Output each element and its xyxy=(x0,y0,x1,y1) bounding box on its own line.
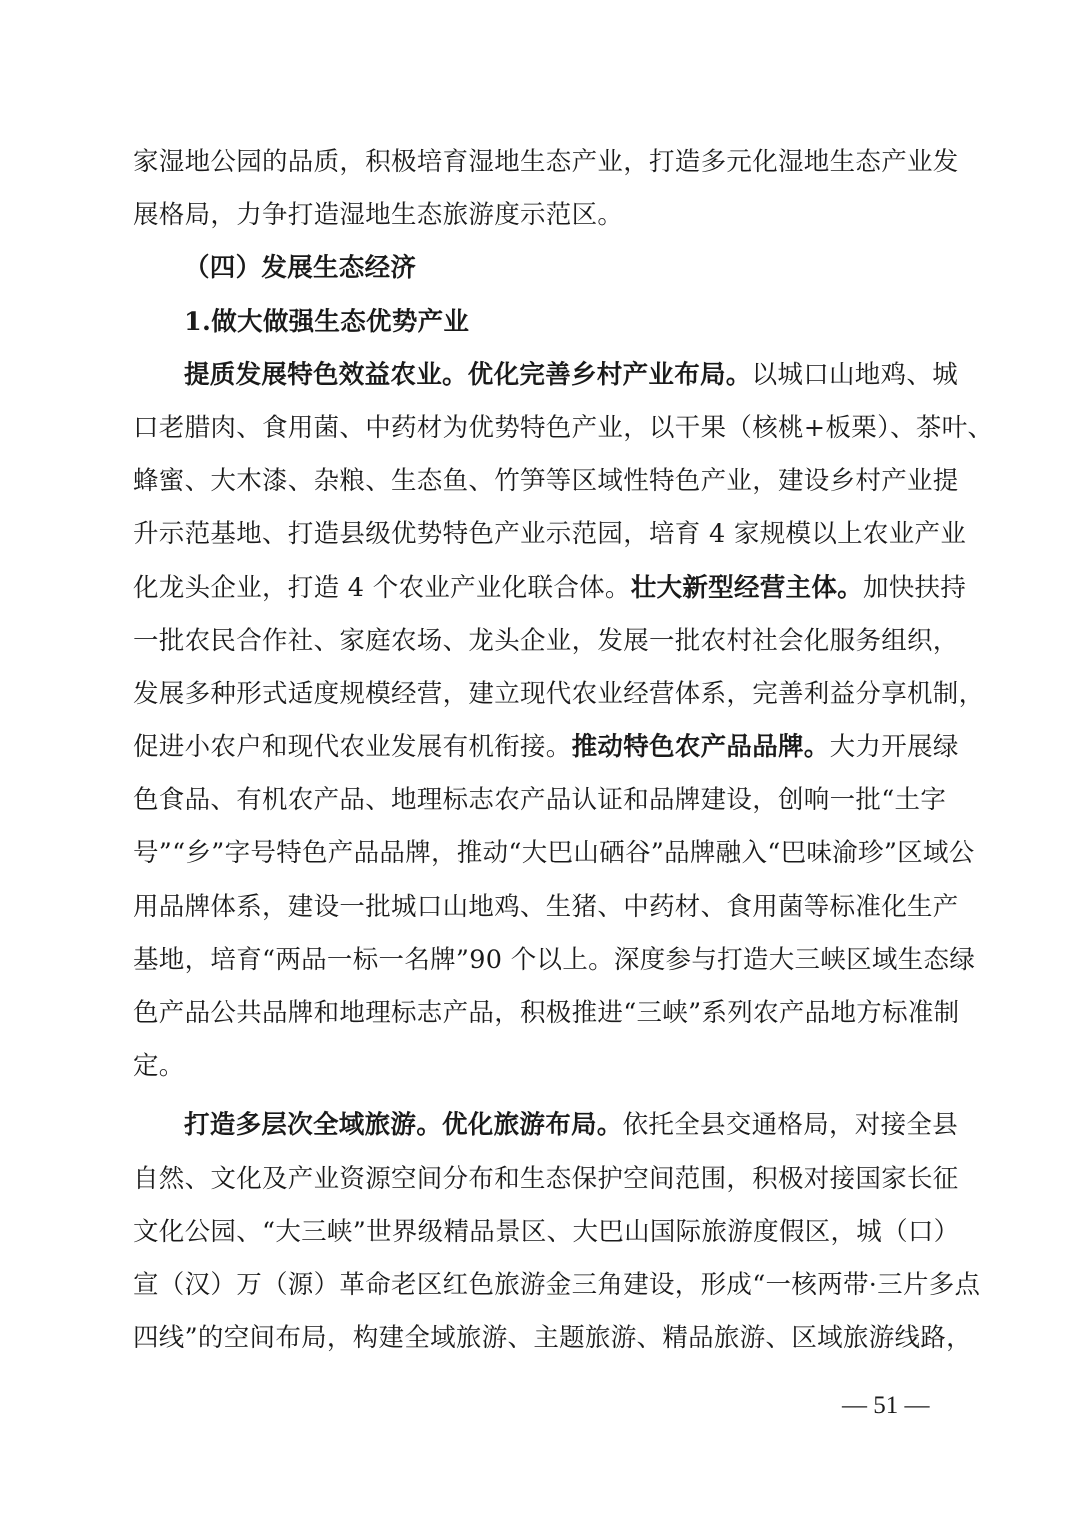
text-line xyxy=(133,455,959,508)
text-line xyxy=(133,1099,959,1152)
bold-phrase: （四）发展生态经济 xyxy=(184,253,417,284)
text-segment: 基地，培育“两品一标一名牌”90 个以上。深度参与打造大三峡区域生态绿 xyxy=(133,944,976,975)
text-segment: 发展多种形式适度规模经营，建立现代农业经营体系，完善利益分享机制， xyxy=(133,678,985,709)
text-segment: 展格局，力争打造湿地生态旅游度示范区。 xyxy=(133,200,624,231)
text-segment: 依托全县交通格局，对接全县 xyxy=(622,1110,959,1141)
bold-phrase: 1.做大做强生态优势产业 xyxy=(184,306,470,337)
text-line xyxy=(133,721,959,774)
document-body xyxy=(133,136,994,1365)
text-line xyxy=(133,349,959,402)
text-line xyxy=(133,1153,959,1206)
text-segment: 口老腊肉、食用菌、中药材为优势特色产业，以干果（核桃+板栗）、茶叶、 xyxy=(133,412,994,443)
bold-phrase: 打造多层次全域旅游。优化旅游布局。 xyxy=(184,1110,623,1141)
section-heading xyxy=(133,296,945,349)
bold-phrase: 提质发展特色效益农业。优化完善乡村产业布局。 xyxy=(184,359,752,390)
page-number: — 51 — xyxy=(842,1392,930,1419)
text-segment: 自然、文化及产业资源空间分布和生态保护空间范围，积极对接国家长征 xyxy=(133,1163,959,1194)
bold-phrase: 推动特色农产品品牌。 xyxy=(571,732,830,763)
text-line xyxy=(133,508,967,561)
text-line xyxy=(133,1259,981,1312)
text-line xyxy=(133,1206,960,1259)
text-line xyxy=(133,1040,945,1093)
text-line xyxy=(133,402,994,455)
text-segment: 以城口山地鸡、城 xyxy=(751,359,959,390)
text-line xyxy=(133,934,976,987)
text-line xyxy=(133,615,959,668)
text-line xyxy=(133,1312,972,1365)
text-segment: 蜂蜜、大木漆、杂粮、生态鱼、竹笋等区域性特色产业，建设乡村产业提 xyxy=(133,466,959,497)
text-segment: 号”“乡”字号特色产品品牌，推动“大巴山硒谷”品牌融入“巴味渝珍”区域公 xyxy=(133,838,975,869)
text-segment: 文化公园、“大三峡”世界级精品景区、大巴山国际旅游度假区，城（口） xyxy=(133,1216,960,1247)
text-line xyxy=(133,189,945,242)
section-heading xyxy=(133,242,945,295)
text-segment: 色食品、有机农产品、地理标志农产品认证和品牌建设，创响一批“土字 xyxy=(133,785,947,816)
text-line xyxy=(133,881,959,934)
text-segment: 促进小农户和现代农业发展有机衔接。 xyxy=(133,732,572,763)
text-segment: 加快扶持 xyxy=(862,572,967,603)
text-segment: 化龙头企业，打造 4 个农业产业化联合体。 xyxy=(133,572,631,603)
text-segment: 一批农民合作社、家庭农场、龙头企业，发展一批农村社会化服务组织， xyxy=(133,625,959,656)
text-line xyxy=(133,562,967,615)
text-segment: 大力开展绿 xyxy=(829,732,959,763)
text-segment: 色产品公共品牌和地理标志产品，积极推进“三峡”系列农产品地方标准制 xyxy=(133,998,960,1028)
text-segment: 宣（汉）万（源）革命老区红色旅游金三角建设，形成“一核两带·三片多点 xyxy=(133,1269,981,1300)
text-line xyxy=(133,668,985,721)
bold-phrase: 壮大新型经营主体。 xyxy=(630,572,863,603)
text-segment: 用品牌体系，建设一批城口山地鸡、生猪、中药材、食用菌等标准化生产 xyxy=(133,891,959,922)
text-line xyxy=(133,774,945,827)
text-line xyxy=(133,136,959,189)
text-segment: 四线”的空间布局，构建全域旅游、主题旅游、精品旅游、区域旅游线路， xyxy=(133,1323,972,1354)
text-line xyxy=(133,987,960,1040)
text-segment: 升示范基地、打造县级优势特色产业示范园，培育 4 家规模以上农业产业 xyxy=(133,519,967,550)
text-segment: 定。 xyxy=(133,1051,185,1082)
text-segment: 家湿地公园的品质，积极培育湿地生态产业，打造多元化湿地生态产业发 xyxy=(133,147,959,177)
text-line xyxy=(133,827,975,880)
